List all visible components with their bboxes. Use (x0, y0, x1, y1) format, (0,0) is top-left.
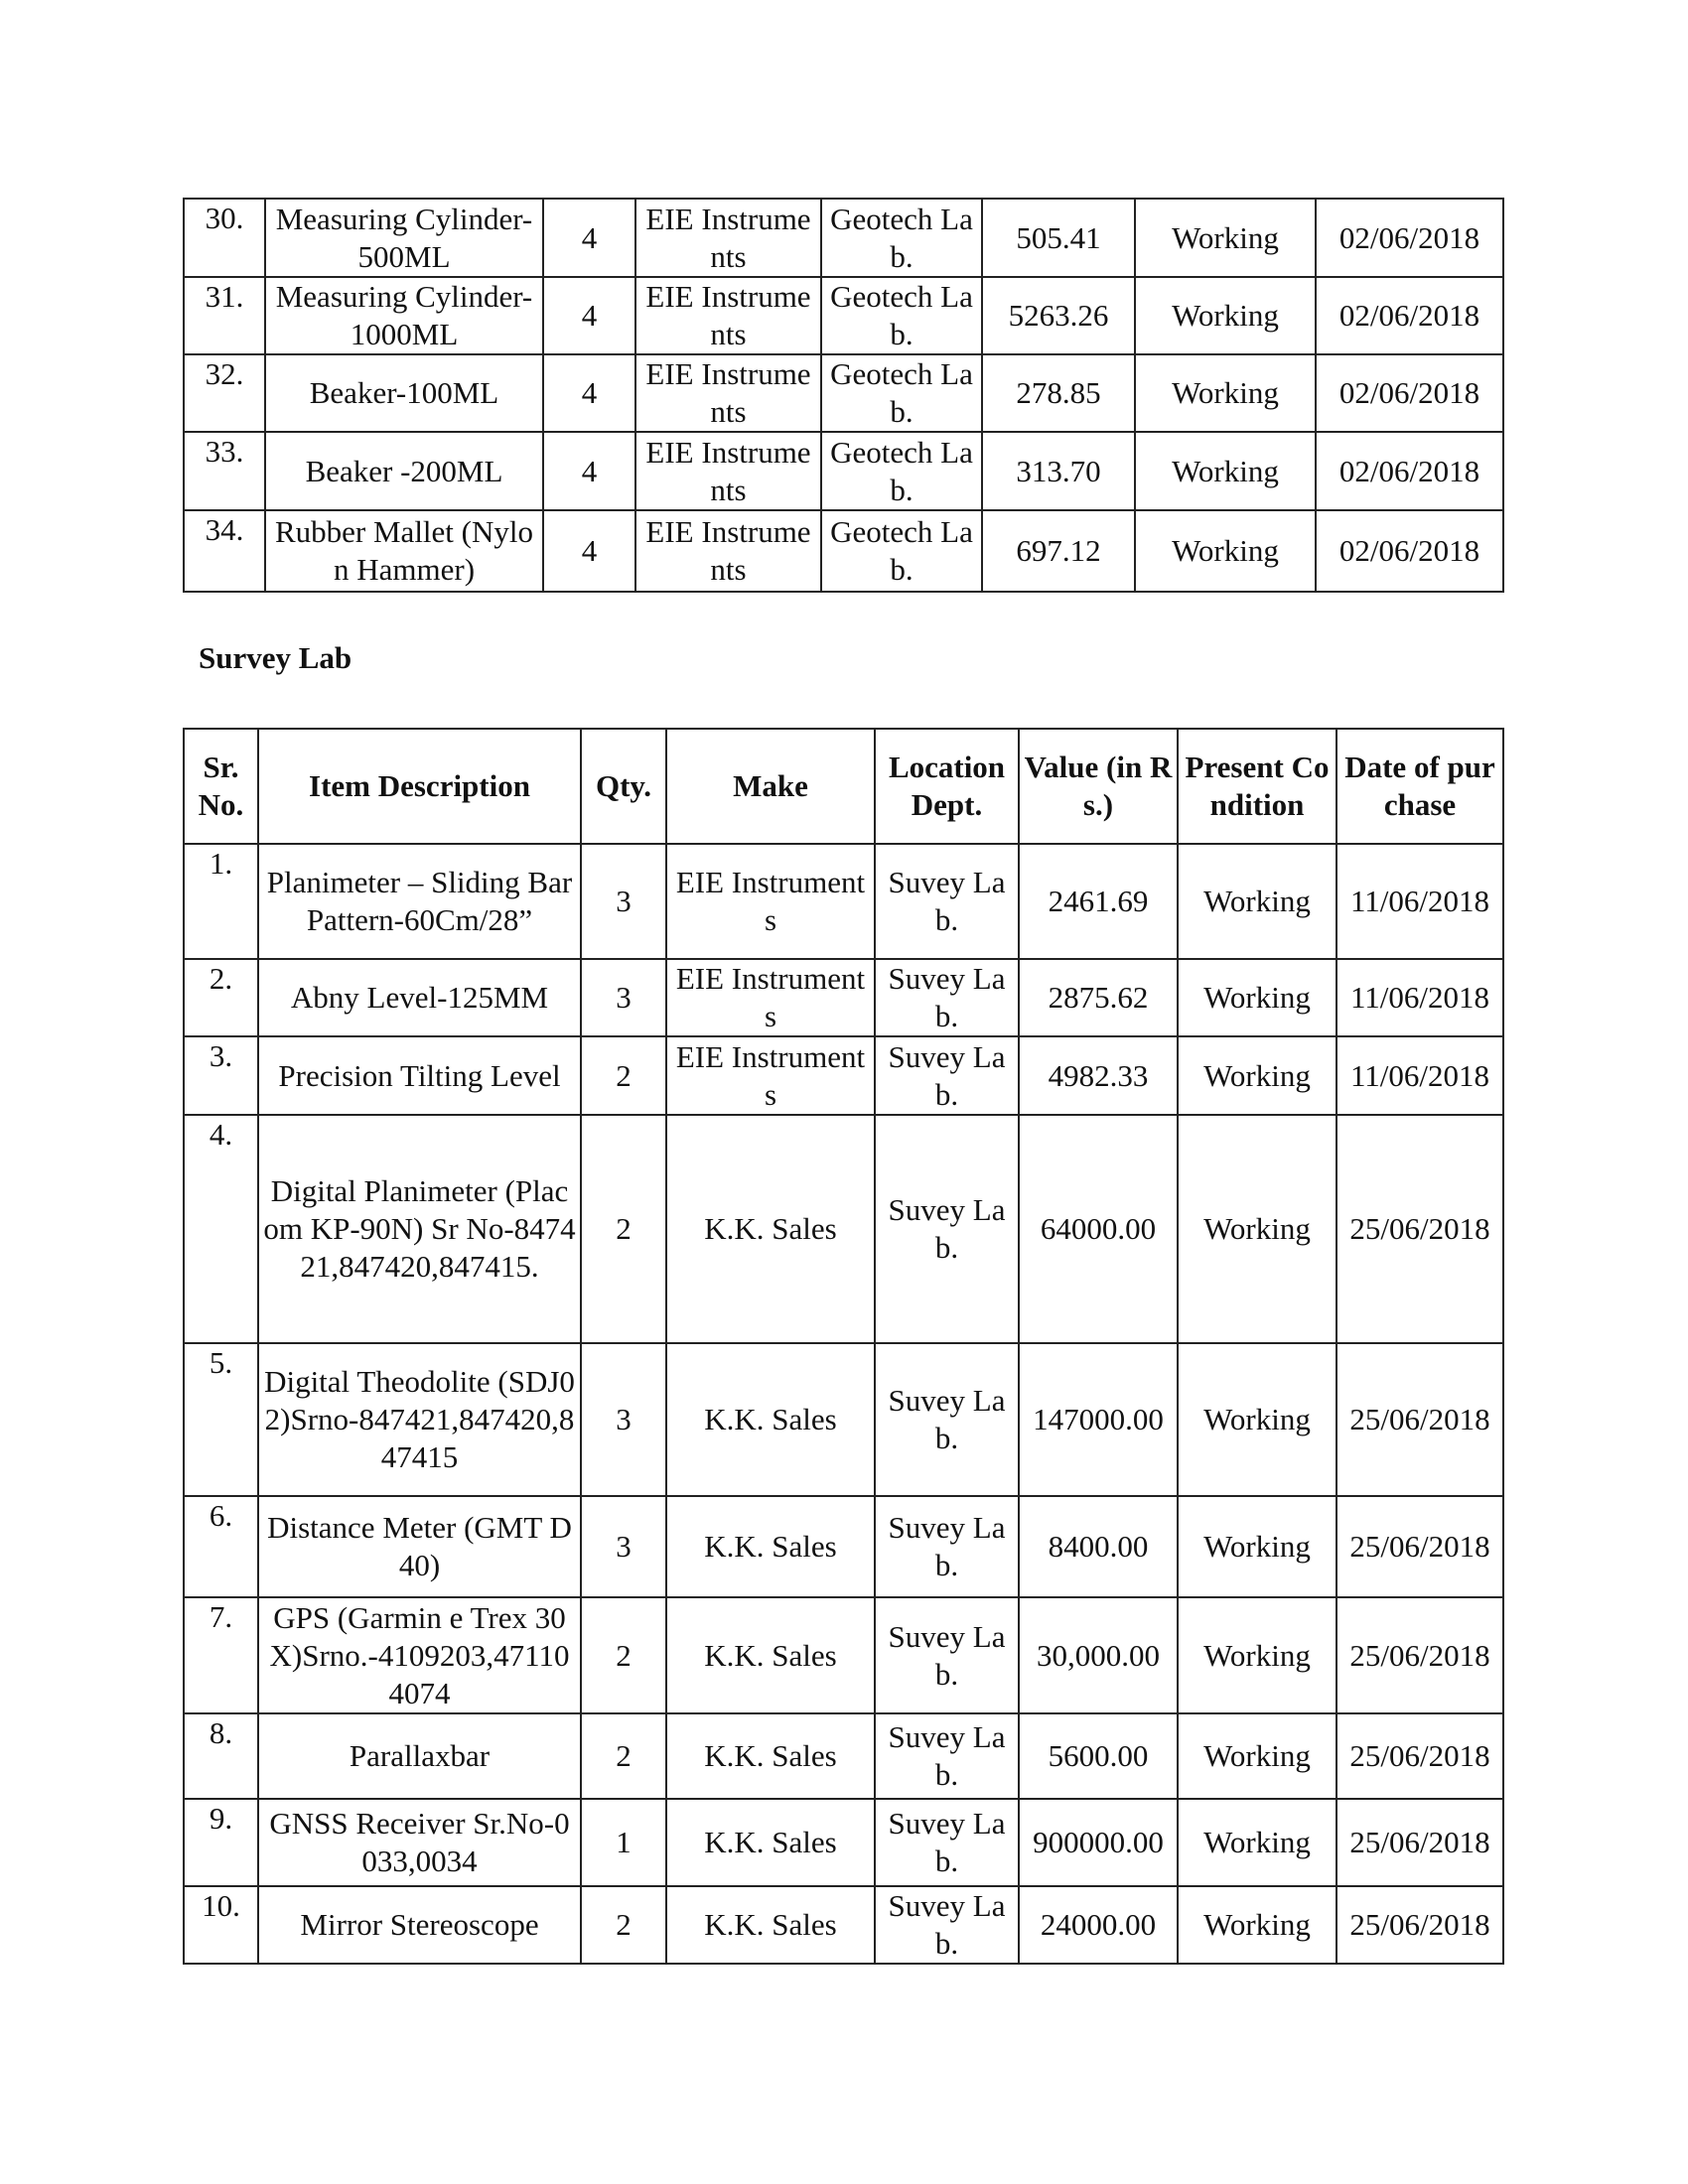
header-item-description: Item Description (258, 729, 581, 844)
cell-qty: 2 (581, 1886, 666, 1964)
cell-item: Measuring Cylinder-500ML (265, 199, 543, 277)
cell-item: Planimeter – Sliding Bar Pattern-60Cm/28” (258, 844, 581, 959)
table-row (184, 1597, 1503, 1713)
cell-sr: 32. (184, 354, 265, 432)
survey-table-body (184, 844, 1503, 1964)
cell-date: 02/06/2018 (1316, 277, 1503, 354)
cell-qty: 4 (543, 277, 635, 354)
cell-location: Suvey Lab. (875, 1343, 1019, 1496)
cell-condition: Working (1135, 354, 1316, 432)
cell-value: 2461.69 (1019, 844, 1178, 959)
cell-location: Geotech Lab. (821, 354, 982, 432)
cell-make: K.K. Sales (666, 1713, 875, 1799)
cell-value: 64000.00 (1019, 1115, 1178, 1343)
cell-condition: Working (1178, 844, 1336, 959)
cell-item: Mirror Stereoscope (258, 1886, 581, 1964)
cell-item: Distance Meter (GMT D40) (258, 1496, 581, 1597)
cell-location: Geotech Lab. (821, 510, 982, 592)
cell-qty: 3 (581, 844, 666, 959)
table-row (184, 432, 1503, 510)
geotech-lab-table (183, 198, 1504, 593)
cell-item: Digital Theodolite (SDJ02)Srno-847421,847420,847415 (258, 1343, 581, 1496)
cell-location: Suvey Lab. (875, 959, 1019, 1036)
cell-item: Precision Tilting Level (258, 1036, 581, 1115)
cell-date: 25/06/2018 (1336, 1343, 1503, 1496)
cell-sr: 33. (184, 432, 265, 510)
header-date-of-purchase: Date of purchase (1336, 729, 1503, 844)
cell-date: 11/06/2018 (1336, 844, 1503, 959)
table-row (184, 1713, 1503, 1799)
cell-qty: 4 (543, 510, 635, 592)
header-sr-no: Sr. No. (184, 729, 258, 844)
cell-make: EIE Instruments (635, 354, 821, 432)
cell-value: 505.41 (982, 199, 1135, 277)
table-row (184, 1799, 1503, 1886)
cell-location: Suvey Lab. (875, 1115, 1019, 1343)
cell-qty: 4 (543, 354, 635, 432)
section-heading-survey-lab: Survey Lab (199, 640, 352, 675)
cell-qty: 3 (581, 959, 666, 1036)
cell-sr: 7. (184, 1597, 258, 1713)
header-value: Value (in Rs.) (1019, 729, 1178, 844)
cell-condition: Working (1178, 1343, 1336, 1496)
header-present-condition: Present Condition (1178, 729, 1336, 844)
cell-date: 11/06/2018 (1336, 1036, 1503, 1115)
cell-date: 02/06/2018 (1316, 199, 1503, 277)
cell-condition: Working (1178, 1115, 1336, 1343)
cell-make: K.K. Sales (666, 1886, 875, 1964)
table-row (184, 844, 1503, 959)
cell-qty: 3 (581, 1496, 666, 1597)
cell-condition: Working (1135, 199, 1316, 277)
cell-make: EIE Instruments (635, 510, 821, 592)
cell-date: 25/06/2018 (1336, 1115, 1503, 1343)
cell-item: Measuring Cylinder-1000ML (265, 277, 543, 354)
cell-value: 697.12 (982, 510, 1135, 592)
cell-value: 313.70 (982, 432, 1135, 510)
table-row (184, 959, 1503, 1036)
header-make: Make (666, 729, 875, 844)
cell-condition: Working (1178, 1886, 1336, 1964)
cell-item: Rubber Mallet (Nylon Hammer) (265, 510, 543, 592)
cell-date: 02/06/2018 (1316, 354, 1503, 432)
cell-qty: 3 (581, 1343, 666, 1496)
cell-condition: Working (1178, 1799, 1336, 1886)
cell-item: GNSS Receiver Sr.No-0033,0034 (258, 1799, 581, 1886)
cell-location: Suvey Lab. (875, 1597, 1019, 1713)
cell-condition: Working (1135, 277, 1316, 354)
table-row (184, 1115, 1503, 1343)
survey-lab-table (183, 728, 1504, 1965)
cell-make: EIE Instruments (635, 277, 821, 354)
table-row (184, 1343, 1503, 1496)
cell-value: 5600.00 (1019, 1713, 1178, 1799)
cell-location: Geotech Lab. (821, 199, 982, 277)
cell-qty: 2 (581, 1115, 666, 1343)
cell-condition: Working (1135, 510, 1316, 592)
cell-date: 25/06/2018 (1336, 1799, 1503, 1886)
table-row (184, 1496, 1503, 1597)
cell-item: Parallaxbar (258, 1713, 581, 1799)
cell-qty: 2 (581, 1713, 666, 1799)
cell-date: 02/06/2018 (1316, 432, 1503, 510)
cell-make: K.K. Sales (666, 1597, 875, 1713)
cell-make: EIE Instruments (666, 1036, 875, 1115)
cell-make: K.K. Sales (666, 1799, 875, 1886)
cell-location: Geotech Lab. (821, 277, 982, 354)
cell-make: K.K. Sales (666, 1496, 875, 1597)
cell-value: 147000.00 (1019, 1343, 1178, 1496)
cell-make: EIE Instruments (666, 959, 875, 1036)
cell-qty: 2 (581, 1597, 666, 1713)
cell-date: 25/06/2018 (1336, 1496, 1503, 1597)
cell-location: Suvey Lab. (875, 1713, 1019, 1799)
cell-value: 4982.33 (1019, 1036, 1178, 1115)
cell-sr: 8. (184, 1713, 258, 1799)
table-row (184, 199, 1503, 277)
cell-location: Suvey Lab. (875, 1886, 1019, 1964)
cell-sr: 10. (184, 1886, 258, 1964)
cell-qty: 4 (543, 432, 635, 510)
cell-qty: 4 (543, 199, 635, 277)
cell-sr: 5. (184, 1343, 258, 1496)
cell-value: 2875.62 (1019, 959, 1178, 1036)
cell-date: 11/06/2018 (1336, 959, 1503, 1036)
cell-location: Suvey Lab. (875, 844, 1019, 959)
cell-location: Suvey Lab. (875, 1036, 1019, 1115)
cell-sr: 1. (184, 844, 258, 959)
cell-value: 5263.26 (982, 277, 1135, 354)
cell-location: Geotech Lab. (821, 432, 982, 510)
cell-condition: Working (1178, 1597, 1336, 1713)
cell-item: Digital Planimeter (Placom KP-90N) Sr No-847421,847420,847415. (258, 1115, 581, 1343)
header-qty: Qty. (581, 729, 666, 844)
cell-date: 25/06/2018 (1336, 1713, 1503, 1799)
cell-item: Abny Level-125MM (258, 959, 581, 1036)
cell-location: Suvey Lab. (875, 1496, 1019, 1597)
table-row (184, 354, 1503, 432)
cell-qty: 2 (581, 1036, 666, 1115)
cell-item: Beaker-100ML (265, 354, 543, 432)
cell-item: Beaker -200ML (265, 432, 543, 510)
cell-condition: Working (1178, 1036, 1336, 1115)
cell-sr: 34. (184, 510, 265, 592)
cell-value: 278.85 (982, 354, 1135, 432)
cell-sr: 9. (184, 1799, 258, 1886)
cell-sr: 4. (184, 1115, 258, 1343)
cell-value: 900000.00 (1019, 1799, 1178, 1886)
cell-condition: Working (1178, 1496, 1336, 1597)
table-row (184, 1036, 1503, 1115)
cell-condition: Working (1178, 959, 1336, 1036)
cell-sr: 31. (184, 277, 265, 354)
cell-location: Suvey Lab. (875, 1799, 1019, 1886)
cell-qty: 1 (581, 1799, 666, 1886)
cell-sr: 3. (184, 1036, 258, 1115)
table-row (184, 510, 1503, 592)
cell-make: K.K. Sales (666, 1343, 875, 1496)
cell-date: 02/06/2018 (1316, 510, 1503, 592)
cell-date: 25/06/2018 (1336, 1597, 1503, 1713)
cell-date: 25/06/2018 (1336, 1886, 1503, 1964)
cell-sr: 2. (184, 959, 258, 1036)
cell-value: 8400.00 (1019, 1496, 1178, 1597)
table-row (184, 1886, 1503, 1964)
survey-header-row (184, 729, 1503, 844)
cell-make: EIE Instruments (666, 844, 875, 959)
cell-value: 24000.00 (1019, 1886, 1178, 1964)
cell-make: K.K. Sales (666, 1115, 875, 1343)
cell-value: 30,000.00 (1019, 1597, 1178, 1713)
cell-item: GPS (Garmin e Trex 30X)Srno.-4109203,471104074 (258, 1597, 581, 1713)
table-row (184, 277, 1503, 354)
cell-condition: Working (1178, 1713, 1336, 1799)
cell-make: EIE Instruments (635, 432, 821, 510)
cell-sr: 6. (184, 1496, 258, 1597)
header-location-dept: Location Dept. (875, 729, 1019, 844)
cell-condition: Working (1135, 432, 1316, 510)
cell-sr: 30. (184, 199, 265, 277)
geotech-table-body (184, 199, 1503, 592)
cell-make: EIE Instruments (635, 199, 821, 277)
